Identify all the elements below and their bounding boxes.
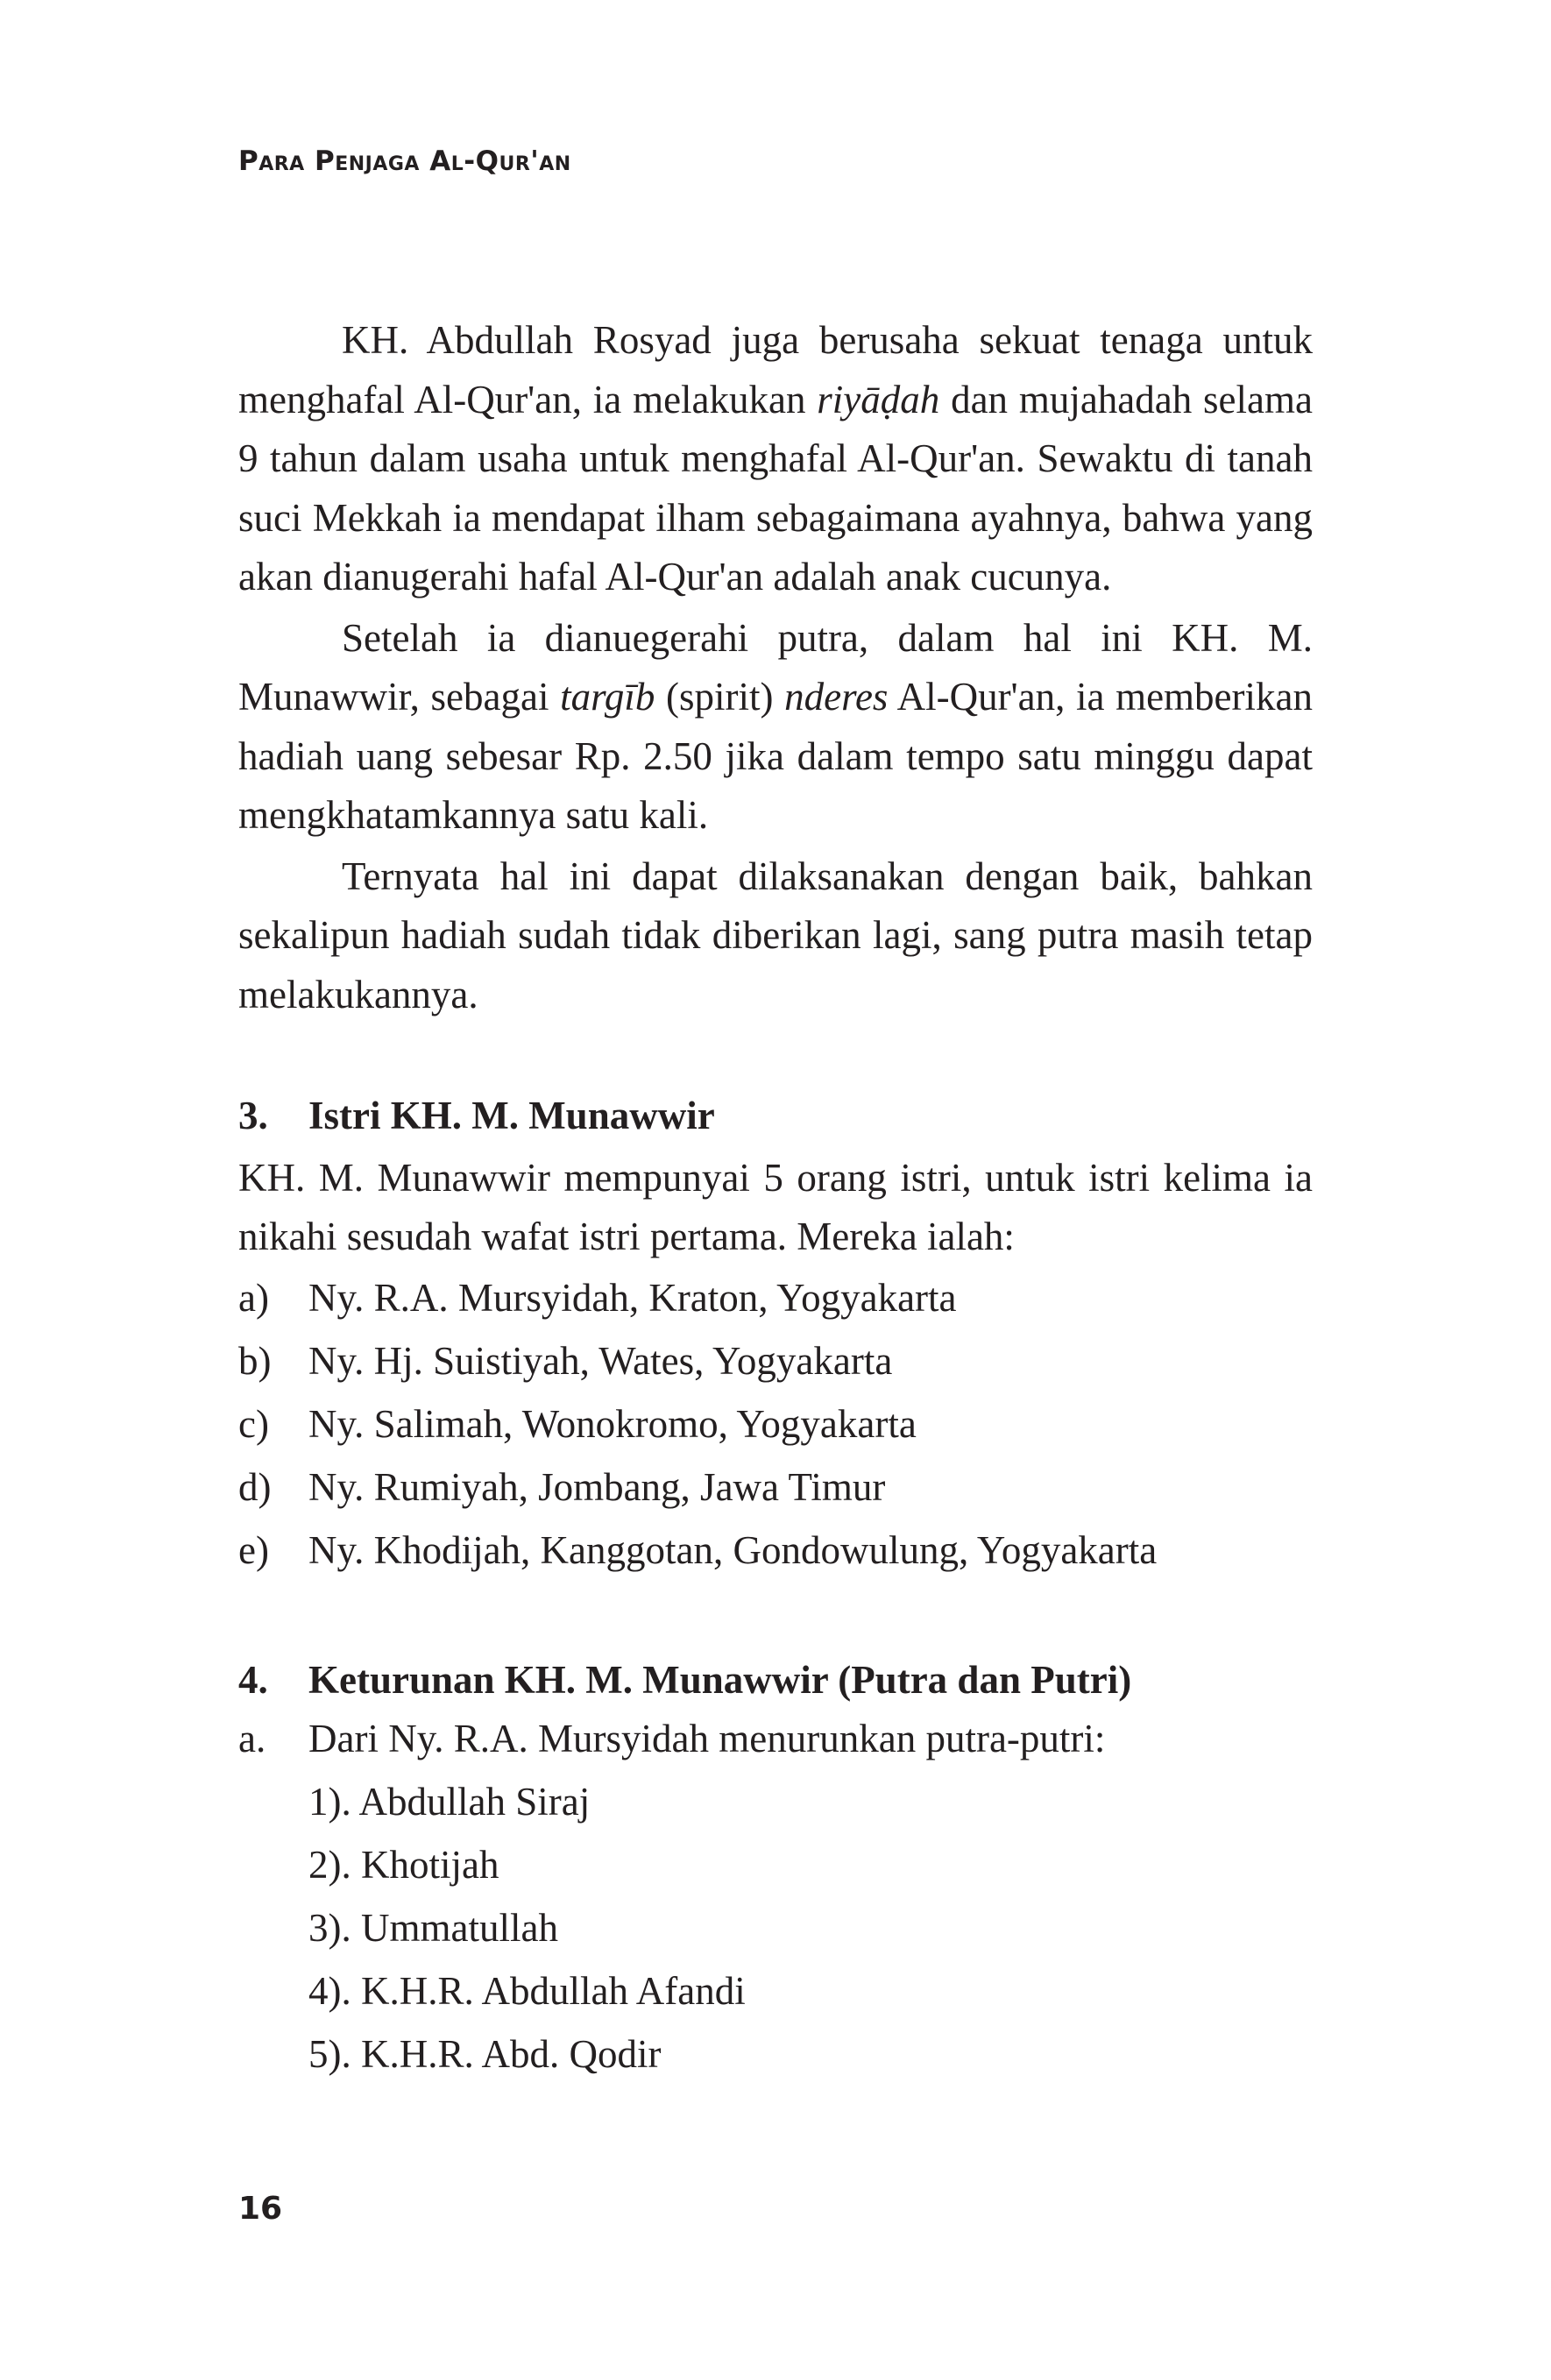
- list-item: [238, 1266, 1313, 1329]
- list-marker: d): [238, 1465, 272, 1509]
- list-item: [238, 1708, 1313, 1770]
- section-heading-istri: [238, 1089, 1313, 1142]
- list-item: [238, 1392, 1313, 1456]
- list-item: [238, 1456, 1313, 1519]
- list-item: 2). Khotijah: [308, 1843, 499, 1887]
- children-list: [238, 1770, 1313, 2086]
- descendants-list: [238, 1708, 1313, 1770]
- list-marker: a.: [238, 1717, 266, 1760]
- paragraph-text: KH. Abdullah Rosyad juga berusaha sekuat tenaga untuk menghafal Al-Qur'an, ia melakukan: [238, 318, 1313, 421]
- paragraph-text: Al-Qur'an, ia memberikan hadiah uang sebesar Rp. 2.50 jika dalam tempo satu minggu dapat mengkhatamkannya satu kali.: [238, 675, 1313, 837]
- paragraph-text: Setelah ia dianuegerahi putra, dalam hal ini KH. M. Munawwir, sebagai: [238, 615, 1313, 719]
- section-intro: KH. M. Munawwir mempunyai 5 orang istri, untuk istri kelima ia nikahi sesudah wafat istri pertama. Mereka ialah:: [238, 1156, 1313, 1258]
- list-marker: c): [238, 1402, 269, 1446]
- italic-term: nderes: [784, 675, 889, 719]
- list-item: [238, 1519, 1313, 1582]
- list-item-text: Dari Ny. R.A. Mursyidah menurunkan putra-putri:: [308, 1717, 1106, 1760]
- italic-term: targīb: [560, 675, 655, 719]
- italic-term: riyāḍah: [817, 377, 940, 421]
- list-item-text: Ny. Salimah, Wonokromo, Yogyakarta: [308, 1402, 917, 1446]
- running-title: Para Penjaga Al-Qur'an: [238, 145, 571, 177]
- paragraph-text: dan mujahadah selama 9 tahun dalam usaha untuk menghafal Al-Qur'an. Sewaktu di tanah suci Mekkah ia mendapat ilham sebagaimana ayahnya, bahwa yang akan dianugerahi hafal Al-Qur'an adalah anak cucunya.: [238, 377, 1313, 599]
- paragraph-2: [238, 609, 1313, 846]
- list-item: [238, 1329, 1313, 1392]
- section-title: Keturunan KH. M. Munawwir (Putra dan Putri): [308, 1658, 1132, 1702]
- list-item-text: Ny. Hj. Suistiyah, Wates, Yogyakarta: [308, 1339, 893, 1383]
- paragraph-3: Ternyata hal ini dapat dilaksanakan dengan baik, bahkan sekalipun hadiah sudah tidak diberikan lagi, sang putra masih tetap melakukannya.: [238, 854, 1313, 1016]
- list-marker: a): [238, 1276, 269, 1320]
- list-item-text: Ny. R.A. Mursyidah, Kraton, Yogyakarta: [308, 1276, 957, 1320]
- list-item: 1). Abdullah Siraj: [308, 1780, 591, 1824]
- list-item: 3). Ummatullah: [308, 1906, 558, 1950]
- section-number: 3.: [238, 1094, 268, 1137]
- list-item-text: Ny. Rumiyah, Jombang, Jawa Timur: [308, 1465, 886, 1509]
- list-item: 4). K.H.R. Abdullah Afandi: [308, 1969, 746, 2013]
- list-item-text: Ny. Khodijah, Kanggotan, Gondowulung, Yogyakarta: [308, 1528, 1158, 1572]
- page-body: [238, 311, 1313, 2086]
- page-number: 16: [238, 2191, 283, 2227]
- section-heading-keturunan: [238, 1654, 1313, 1706]
- list-marker: e): [238, 1528, 269, 1572]
- wives-list: [238, 1266, 1313, 1582]
- section-number: 4.: [238, 1658, 268, 1702]
- list-item: 5). K.H.R. Abd. Qodir: [308, 2032, 662, 2076]
- list-marker: b): [238, 1339, 272, 1383]
- section-title: Istri KH. M. Munawwir: [308, 1094, 715, 1137]
- paragraph-1: [238, 311, 1313, 607]
- paragraph-text: (spirit): [655, 675, 785, 719]
